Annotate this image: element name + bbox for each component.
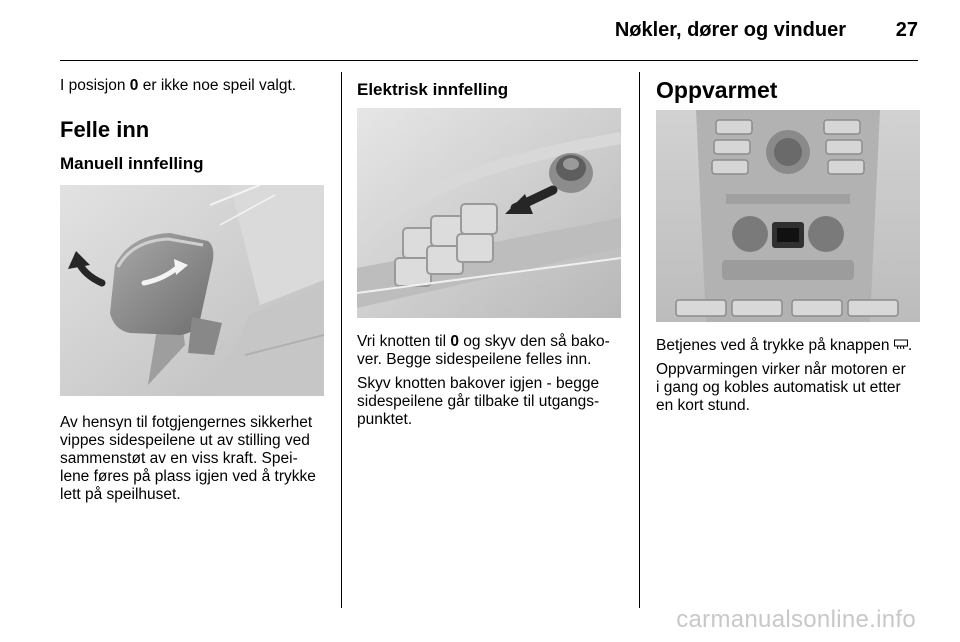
- heated-paragraph-1: Betjenes ved å trykke på knappen .: [656, 337, 913, 354]
- console-illustration: [656, 110, 920, 322]
- page-number: 27: [895, 19, 918, 41]
- door-switch-illustration: [357, 108, 621, 318]
- subheading-manuell: Manuell innfelling: [60, 154, 204, 173]
- electric-fold-paragraph-1b: ver. Begge sidespeilene felles inn.: [357, 351, 592, 368]
- electric-fold-text: [357, 333, 632, 429]
- heated-mirror-icon: [894, 339, 908, 351]
- heading-elektrisk: Elektrisk innfelling: [357, 80, 509, 99]
- heading-oppvarmet: Oppvarmet: [656, 77, 778, 103]
- heated-paragraph-2: Oppvarmingen virker når motoren er i gang og kobles automatisk ut etter en kort stund.: [656, 361, 906, 414]
- page-header: [60, 0, 918, 61]
- heated-text: [656, 337, 931, 415]
- watermark-logo: carmanualsonline.info: [676, 606, 916, 633]
- section-title: Nøkler, dører og vinduer: [614, 19, 846, 41]
- electric-fold-paragraph-2: Skyv knotten bakover igjen - begge sidespeilene går tilbake til utgangs- punktet.: [357, 375, 600, 428]
- column-divider: [341, 72, 342, 608]
- column-divider: [639, 72, 640, 608]
- intro-paragraph: I posisjon 0 er ikke noe speil valgt.: [60, 77, 297, 94]
- mirror-fold-illustration: [60, 185, 324, 396]
- electric-fold-paragraph-1: Vri knotten til 0 og skyv den så bako-: [357, 333, 610, 350]
- heading-felle-inn: Felle inn: [60, 117, 150, 142]
- manual-fold-paragraph: Av hensyn til fotgjengernes sikkerhet vippes sidespeilene ut av stilling ved sammenstøt av en viss kraft. Spei- lene føres på plass igjen ved å trykke lett på speilhuset.: [60, 414, 316, 503]
